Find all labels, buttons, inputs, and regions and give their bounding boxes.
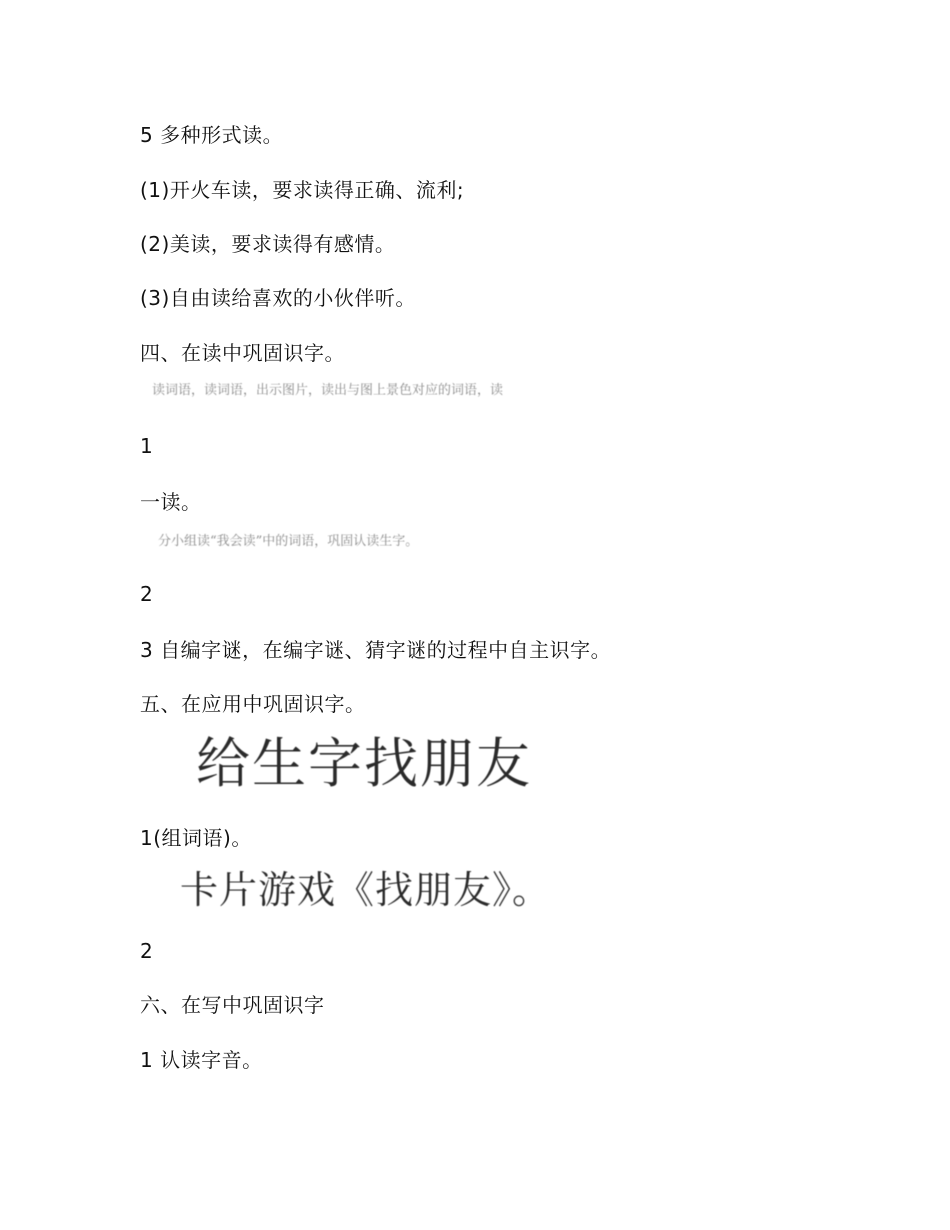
text-line: 3 自编字谜，在编字谜、猜字谜的过程中自主识字。 — [140, 638, 612, 662]
section-heading: 五、在应用中巩固识字。 — [140, 692, 366, 716]
text-line: (2)美读，要求读得有感情。 — [140, 232, 396, 256]
text-line: 1 — [140, 434, 154, 458]
scanned-text-image: 读词语，读词语，出示图片，读出与图上景色对应的词语，读 — [152, 383, 504, 398]
text-line: (1)开火车读，要求读得正确、流利; — [140, 178, 465, 202]
section-heading: 六、在写中巩固识字 — [140, 993, 325, 1017]
scanned-heading-image: 给生字找朋友 — [196, 732, 532, 795]
scanned-heading-image: 卡片游戏《找朋友》。 — [180, 868, 552, 912]
scanned-text-image: 分小组读“我会读”中的词语，巩固认读生字。 — [158, 534, 419, 549]
text-line: (3)自由读给喜欢的小伙伴听。 — [140, 286, 416, 310]
section-heading: 四、在读中巩固识字。 — [140, 341, 345, 365]
text-line: 2 — [140, 939, 154, 963]
text-line: 一读。 — [140, 490, 202, 514]
text-line: 5 多种形式读。 — [140, 123, 284, 147]
text-line: 2 — [140, 582, 154, 606]
text-line: 1 认读字音。 — [140, 1048, 263, 1072]
text-line: 1(组词语)。 — [140, 826, 252, 850]
